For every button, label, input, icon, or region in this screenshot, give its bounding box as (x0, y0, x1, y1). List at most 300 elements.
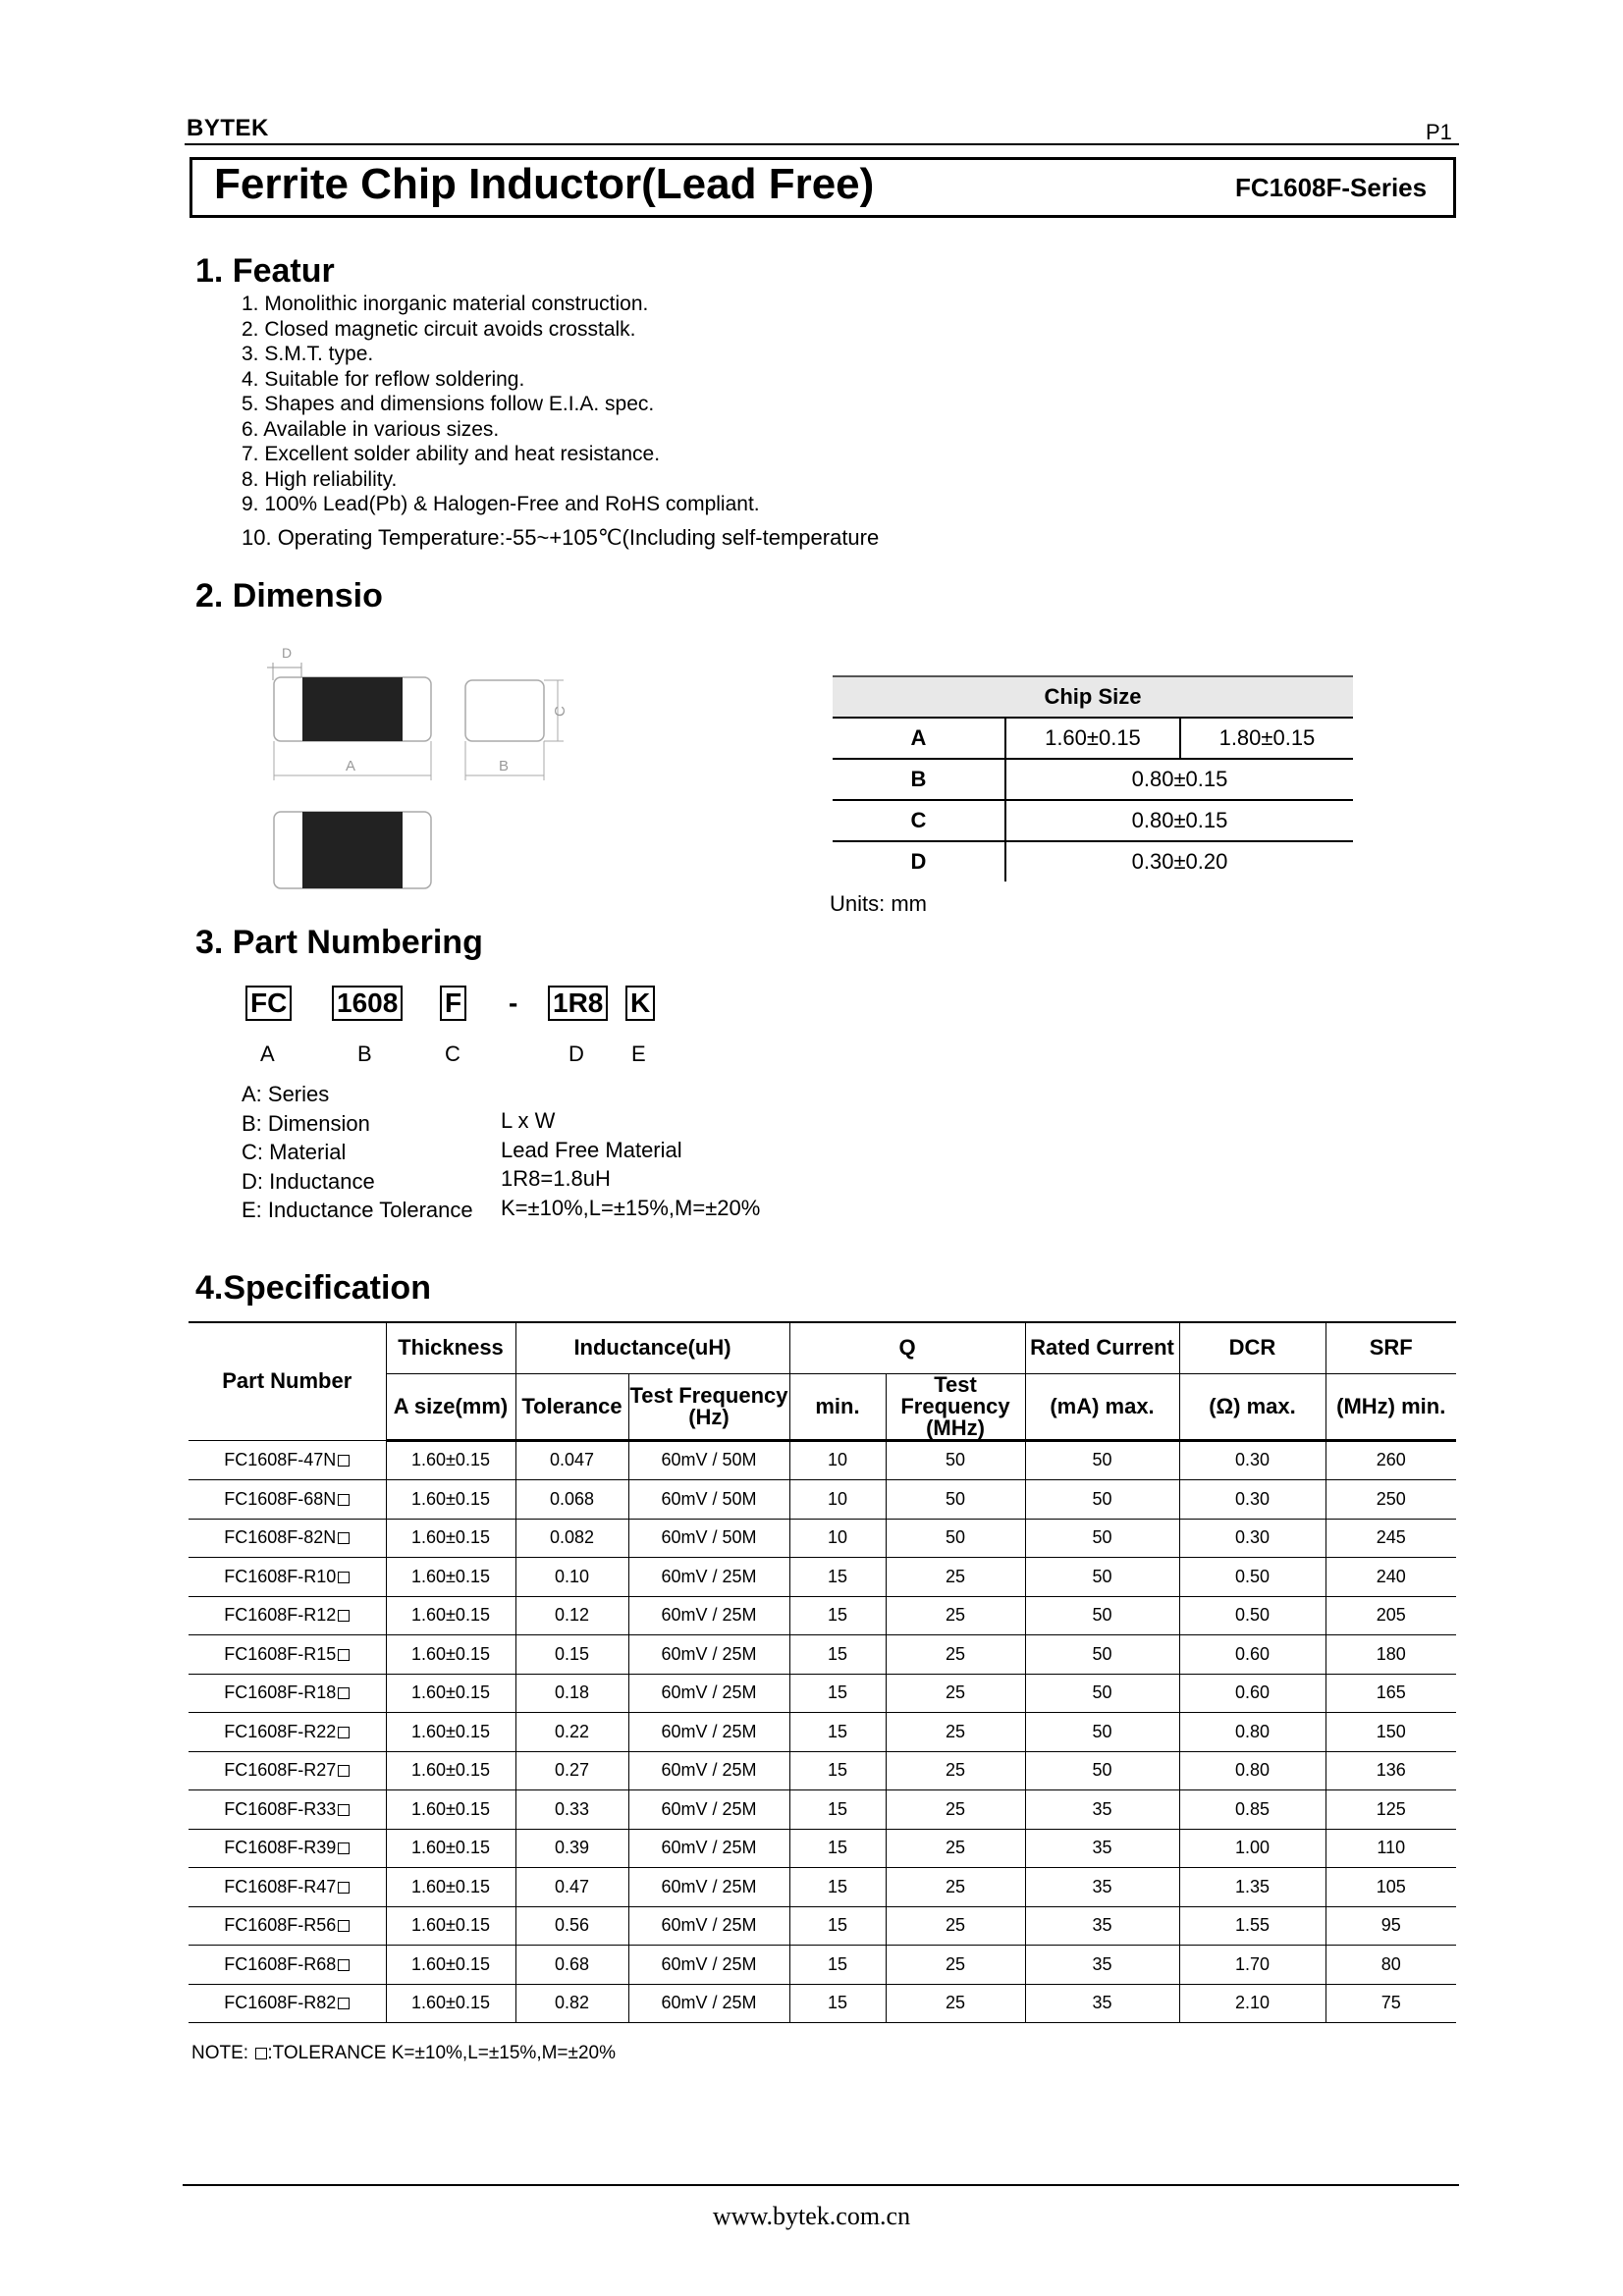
table-cell (789, 1790, 886, 1830)
footer-url: www.bytek.com.cn (712, 2202, 911, 2230)
table-cell (789, 1829, 886, 1868)
cell-value: FC1608F-82N (224, 1527, 337, 1548)
part-number-cell (189, 1906, 386, 1946)
table-cell (1179, 1674, 1325, 1713)
table-cell (1025, 1674, 1179, 1713)
cell-value: 60mV / 25M (661, 1566, 757, 1586)
table-row (189, 1984, 1456, 2023)
pn-def-value: Lead Free Material (501, 1137, 682, 1162)
table-cell (1025, 1751, 1179, 1790)
note-text: :TOLERANCE K=±10%,L=±15%,M=±20% (267, 2043, 616, 2063)
chip-row-value: 0.30±0.20 (1131, 849, 1228, 874)
cell-value: 250 (1376, 1488, 1406, 1509)
col-rated-current: Rated Current (1025, 1322, 1179, 1373)
table-cell (515, 1596, 628, 1635)
cell-value: 0.80 (1234, 1760, 1271, 1781)
cell-value: 50 (1092, 1527, 1112, 1548)
part-number-cell (189, 1751, 386, 1790)
chip-dimension-drawing (257, 643, 591, 898)
tolerance-box-icon (338, 1572, 350, 1583)
table-cell (886, 1829, 1025, 1868)
specification-table-body (189, 1440, 1456, 2023)
table-cell (1025, 1713, 1179, 1752)
chip-row-label: D (833, 841, 1005, 881)
cell-value: 75 (1380, 1993, 1401, 2013)
table-cell (1325, 1519, 1456, 1558)
table-cell (1179, 1558, 1325, 1597)
part-number-cell (189, 1480, 386, 1520)
table-row (189, 1440, 1456, 1480)
table-cell (789, 1946, 886, 1985)
table-cell (789, 1519, 886, 1558)
dimension-heading: 2. Dimensio (195, 577, 383, 614)
cell-value: 0.15 (554, 1643, 590, 1664)
pn-code-tolerance: K (625, 986, 655, 1021)
units-label: Units: mm (830, 891, 927, 916)
cell-value: FC1608F-R82 (224, 1993, 337, 2013)
table-cell (515, 1906, 628, 1946)
cell-value: 25 (945, 1566, 966, 1586)
cell-value: 50 (1092, 1760, 1112, 1781)
cell-value: 0.80 (1234, 1721, 1271, 1741)
cell-value: 136 (1376, 1760, 1406, 1781)
part-number-cell (189, 1790, 386, 1830)
pn-definition-values (501, 1106, 760, 1222)
table-cell (386, 1829, 515, 1868)
col-srf-unit: (MHz) min. (1325, 1373, 1456, 1440)
pn-def-value: L x W (501, 1108, 556, 1133)
cell-value: 25 (945, 1876, 966, 1896)
cell-value: FC1608F-R68 (224, 1953, 337, 1974)
cell-value: FC1608F-R56 (224, 1915, 337, 1936)
table-cell (628, 1946, 789, 1985)
footer-rule (183, 2184, 1459, 2186)
cell-value: 0.30 (1234, 1527, 1271, 1548)
cell-value: 150 (1376, 1721, 1406, 1741)
table-cell (1325, 1558, 1456, 1597)
cell-value: 1.60±0.15 (411, 1450, 490, 1470)
table-cell (886, 1480, 1025, 1520)
tolerance-box-icon (338, 1765, 350, 1777)
cell-value: 50 (945, 1450, 966, 1470)
table-cell (1325, 1596, 1456, 1635)
table-cell (386, 1480, 515, 1520)
table-cell (886, 1984, 1025, 2023)
tolerance-box-icon (338, 1532, 350, 1544)
cell-value: 1.60±0.15 (411, 1993, 490, 2013)
table-row (189, 1751, 1456, 1790)
cell-value: 1.60±0.15 (411, 1721, 490, 1741)
table-cell (628, 1906, 789, 1946)
cell-value: 0.082 (549, 1527, 595, 1548)
cell-value: 0.30 (1234, 1488, 1271, 1509)
table-cell (1179, 1829, 1325, 1868)
part-number-cell (189, 1558, 386, 1597)
cell-value: 1.55 (1234, 1915, 1271, 1936)
chip-row-value: 1.60±0.15 (1005, 718, 1180, 759)
table-cell (1179, 1868, 1325, 1907)
part-number-cell (189, 1440, 386, 1480)
table-cell (386, 1906, 515, 1946)
table-cell (789, 1906, 886, 1946)
table-cell (886, 1751, 1025, 1790)
table-cell (628, 1480, 789, 1520)
pn-code-dimension: 1608 (332, 986, 403, 1021)
table-row (189, 1480, 1456, 1520)
tolerance-box-icon (338, 1727, 350, 1738)
cell-value: 60mV / 25M (661, 1643, 757, 1664)
table-cell (515, 1751, 628, 1790)
cell-value: 240 (1376, 1566, 1406, 1586)
cell-value: 0.60 (1234, 1682, 1271, 1703)
table-cell (1179, 1713, 1325, 1752)
cell-value: 125 (1376, 1798, 1406, 1819)
table-cell (386, 1984, 515, 2023)
tolerance-box-icon (338, 1998, 350, 2009)
col-inductance: Inductance(uH) (515, 1322, 789, 1373)
part-number-cell (189, 1984, 386, 2023)
cell-value: 10 (827, 1527, 848, 1548)
cell-value: 1.60±0.15 (411, 1915, 490, 1936)
table-cell (1025, 1829, 1179, 1868)
table-cell (515, 1440, 628, 1480)
tolerance-box-icon (338, 1649, 350, 1661)
feature-item: 8. High reliability. (242, 467, 398, 491)
table-cell (1025, 1596, 1179, 1635)
table-cell (515, 1790, 628, 1830)
chip-row-value: 0.80±0.15 (1005, 759, 1353, 800)
cell-value: 1.60±0.15 (411, 1838, 490, 1858)
table-cell (515, 1480, 628, 1520)
table-cell (789, 1984, 886, 2023)
table-cell (1325, 1440, 1456, 1480)
table-cell (628, 1674, 789, 1713)
pn-def-key: A: Series (242, 1082, 330, 1106)
cell-value: 0.39 (554, 1838, 590, 1858)
cell-value: 15 (827, 1643, 848, 1664)
cell-value: 0.85 (1234, 1798, 1271, 1819)
table-cell (628, 1558, 789, 1597)
table-cell (628, 1984, 789, 2023)
col-dcr-unit: (Ω) max. (1179, 1373, 1325, 1440)
pn-code-inductance: 1R8 (548, 986, 608, 1021)
table-cell (886, 1558, 1025, 1597)
cell-value: 1.60±0.15 (411, 1798, 490, 1819)
table-cell (628, 1868, 789, 1907)
table-cell (1025, 1480, 1179, 1520)
cell-value: 60mV / 25M (661, 1682, 757, 1703)
cell-value: FC1608F-R15 (224, 1643, 337, 1664)
table-cell (886, 1635, 1025, 1675)
col-test-frequency-mhz: Test Frequency (MHz) (886, 1373, 1025, 1440)
cell-value: 1.60±0.15 (411, 1643, 490, 1664)
table-cell (886, 1946, 1025, 1985)
cell-value: 60mV / 25M (661, 1993, 757, 2013)
cell-value: 10 (827, 1488, 848, 1509)
table-cell (886, 1596, 1025, 1635)
table-row (189, 1558, 1456, 1597)
document-title: Ferrite Chip Inductor(Lead Free) (214, 160, 875, 208)
cell-value: 35 (1092, 1838, 1112, 1858)
cell-value: 50 (1092, 1605, 1112, 1626)
table-row (189, 1596, 1456, 1635)
table-cell (515, 1868, 628, 1907)
part-number-cell (189, 1635, 386, 1675)
cell-value: 165 (1376, 1682, 1406, 1703)
table-cell (1179, 1440, 1325, 1480)
table-cell (886, 1790, 1025, 1830)
table-cell (386, 1440, 515, 1480)
cell-value: 25 (945, 1953, 966, 1974)
table-cell (628, 1713, 789, 1752)
cell-value: 60mV / 25M (661, 1798, 757, 1819)
cell-value: 0.27 (554, 1760, 590, 1781)
cell-value: 0.47 (554, 1876, 590, 1896)
cell-value: 60mV / 25M (661, 1953, 757, 1974)
pn-letter: B (357, 1041, 372, 1066)
cell-value: 60mV / 50M (661, 1488, 757, 1509)
cell-value: 10 (827, 1450, 848, 1470)
table-cell (1179, 1519, 1325, 1558)
cell-value: 0.22 (554, 1721, 590, 1741)
cell-value: 0.56 (554, 1915, 590, 1936)
chip-row-label: A (833, 718, 1005, 759)
table-cell (1325, 1713, 1456, 1752)
table-cell (386, 1596, 515, 1635)
cell-value: 0.12 (554, 1605, 590, 1626)
cell-value: 25 (945, 1993, 966, 2013)
table-cell (1025, 1984, 1179, 2023)
cell-value: 1.60±0.15 (411, 1760, 490, 1781)
cell-value: 0.047 (549, 1450, 595, 1470)
table-cell (515, 1984, 628, 2023)
cell-value: 15 (827, 1682, 848, 1703)
cell-value: 105 (1376, 1876, 1406, 1896)
cell-value: 50 (1092, 1682, 1112, 1703)
cell-value: FC1608F-R39 (224, 1838, 337, 1858)
table-cell (628, 1829, 789, 1868)
cell-value: 60mV / 25M (661, 1721, 757, 1741)
chip-size-header: Chip Size (833, 676, 1353, 718)
cell-value: 35 (1092, 1876, 1112, 1896)
table-cell (386, 1751, 515, 1790)
tolerance-box-icon (338, 1920, 350, 1932)
cell-value: 15 (827, 1721, 848, 1741)
table-cell (1325, 1635, 1456, 1675)
table-row (189, 1635, 1456, 1675)
cell-value: 0.068 (549, 1488, 595, 1509)
col-part-number: Part Number (189, 1322, 386, 1440)
part-numbering-heading: 3. Part Numbering (195, 924, 483, 961)
table-cell (1325, 1674, 1456, 1713)
tolerance-box-icon (338, 1687, 350, 1699)
table-row (189, 1519, 1456, 1558)
cell-value: 1.60±0.15 (411, 1876, 490, 1896)
table-cell (1025, 1946, 1179, 1985)
table-row (189, 1906, 1456, 1946)
table-cell (886, 1674, 1025, 1713)
feature-item: 10. Operating Temperature:-55~+105℃(Including self-temperature (242, 524, 880, 550)
table-cell (1179, 1751, 1325, 1790)
table-cell (789, 1635, 886, 1675)
table-cell (789, 1558, 886, 1597)
cell-value: 60mV / 50M (661, 1450, 757, 1470)
table-cell (628, 1635, 789, 1675)
col-q-min: min. (789, 1373, 886, 1440)
table-row (189, 1946, 1456, 1985)
tolerance-box-icon (338, 1610, 350, 1622)
cell-value: 60mV / 25M (661, 1915, 757, 1936)
table-cell (789, 1480, 886, 1520)
table-cell (1025, 1790, 1179, 1830)
tolerance-note (191, 2043, 616, 2064)
feature-item: 3. S.M.T. type. (242, 343, 374, 365)
tolerance-box-icon (338, 1455, 350, 1467)
tolerance-box-icon (338, 1959, 350, 1971)
table-cell (886, 1713, 1025, 1752)
table-cell (1325, 1751, 1456, 1790)
part-number-cell (189, 1713, 386, 1752)
cell-value: 60mV / 50M (661, 1527, 757, 1548)
cell-value: FC1608F-R12 (224, 1605, 337, 1626)
table-cell (1025, 1635, 1179, 1675)
table-cell (1325, 1946, 1456, 1985)
cell-value: FC1608F-68N (224, 1488, 337, 1509)
table-cell (628, 1519, 789, 1558)
table-cell (1179, 1635, 1325, 1675)
pn-def-value: K=±10%,L=±15%,M=±20% (501, 1195, 761, 1220)
cell-value: 0.30 (1234, 1450, 1271, 1470)
pn-letter: C (445, 1041, 460, 1066)
col-srf: SRF (1325, 1322, 1456, 1373)
col-rated-current-unit: (mA) max. (1025, 1373, 1179, 1440)
cell-value: 15 (827, 1566, 848, 1586)
cell-value: FC1608F-R27 (224, 1760, 337, 1781)
specification-table (189, 1321, 1456, 2023)
pn-def-key: D: Inductance (242, 1168, 375, 1194)
table-cell (1325, 1906, 1456, 1946)
chip-row-label: C (833, 800, 1005, 841)
part-number-cell (189, 1829, 386, 1868)
cell-value: 50 (1092, 1488, 1112, 1509)
col-dcr: DCR (1179, 1322, 1325, 1373)
table-cell (628, 1596, 789, 1635)
part-number-cell (189, 1674, 386, 1713)
pn-def-value: 1R8=1.8uH (501, 1166, 611, 1191)
table-row (189, 1868, 1456, 1907)
feature-item: 6. Available in various sizes. (242, 417, 500, 441)
chip-size-table (833, 675, 1353, 881)
note-prefix: NOTE: (191, 2043, 254, 2063)
pn-letter: D (568, 1041, 584, 1066)
pn-definition-keys (242, 1080, 473, 1225)
table-cell (789, 1440, 886, 1480)
series-name: FC1608F-Series (1235, 173, 1428, 202)
table-cell (386, 1635, 515, 1675)
table-cell (515, 1946, 628, 1985)
cell-value: 50 (1092, 1721, 1112, 1741)
table-cell (515, 1674, 628, 1713)
cell-value: 0.18 (554, 1682, 590, 1703)
cell-value: 35 (1092, 1993, 1112, 2013)
feature-item: 1. Monolithic inorganic material construction. (242, 293, 649, 315)
table-cell (1179, 1946, 1325, 1985)
tolerance-box-icon (338, 1882, 350, 1894)
dim-label-c: C (552, 706, 568, 717)
cell-value: 1.60±0.15 (411, 1488, 490, 1509)
part-number-cell (189, 1868, 386, 1907)
col-a-size: A size(mm) (386, 1373, 515, 1440)
cell-value: 1.35 (1234, 1876, 1271, 1896)
pn-def-key: B: Dimension (242, 1110, 370, 1136)
feature-item: 9. 100% Lead(Pb) & Halogen-Free and RoHS compliant. (242, 493, 760, 515)
cell-value: 260 (1376, 1450, 1406, 1470)
cell-value: 1.60±0.15 (411, 1953, 490, 1974)
table-cell (515, 1829, 628, 1868)
table-cell (886, 1519, 1025, 1558)
cell-value: 95 (1380, 1915, 1401, 1936)
table-cell (1179, 1906, 1325, 1946)
table-cell (886, 1868, 1025, 1907)
table-cell (1325, 1984, 1456, 2023)
chip-row-value: 0.80±0.15 (1005, 800, 1353, 841)
table-cell (1025, 1906, 1179, 1946)
cell-value: 110 (1377, 1838, 1406, 1858)
table-cell (515, 1558, 628, 1597)
cell-value: 15 (827, 1915, 848, 1936)
specification-heading: 4.Specification (195, 1269, 431, 1307)
dim-label-d: D (282, 645, 293, 661)
cell-value: 60mV / 25M (661, 1876, 757, 1896)
table-cell (886, 1440, 1025, 1480)
chip-row-value: 1.80±0.15 (1180, 718, 1353, 759)
cell-value: 50 (1092, 1450, 1112, 1470)
cell-value: 2.10 (1234, 1993, 1271, 2013)
cell-value: 1.70 (1234, 1953, 1271, 1974)
table-cell (1179, 1984, 1325, 2023)
cell-value: 80 (1380, 1953, 1401, 1974)
cell-value: 25 (945, 1643, 966, 1664)
pn-def-key: E: Inductance Tolerance (242, 1198, 473, 1222)
tolerance-box-icon (338, 1842, 350, 1854)
table-cell (1179, 1596, 1325, 1635)
cell-value: 15 (827, 1993, 848, 2013)
cell-value: 25 (945, 1915, 966, 1936)
feature-item: 2. Closed magnetic circuit avoids crosstalk. (242, 317, 636, 341)
table-cell (789, 1713, 886, 1752)
table-cell (1179, 1480, 1325, 1520)
cell-value: 25 (945, 1760, 966, 1781)
table-cell (886, 1906, 1025, 1946)
cell-value: 60mV / 25M (661, 1838, 757, 1858)
cell-value: 0.50 (1234, 1605, 1271, 1626)
table-cell (386, 1558, 515, 1597)
pn-letter: A (260, 1041, 275, 1066)
cell-value: 1.60±0.15 (411, 1605, 490, 1626)
table-cell (628, 1751, 789, 1790)
table-row (189, 1713, 1456, 1752)
header-rule (185, 143, 1459, 145)
cell-value: 180 (1376, 1643, 1406, 1664)
cell-value: 15 (827, 1798, 848, 1819)
dim-label-a: A (346, 758, 356, 774)
features-list (242, 292, 879, 550)
cell-value: 60mV / 25M (661, 1605, 757, 1626)
cell-value: FC1608F-R47 (224, 1876, 337, 1896)
cell-value: 0.33 (554, 1798, 590, 1819)
table-cell (789, 1868, 886, 1907)
cell-value: 15 (827, 1605, 848, 1626)
